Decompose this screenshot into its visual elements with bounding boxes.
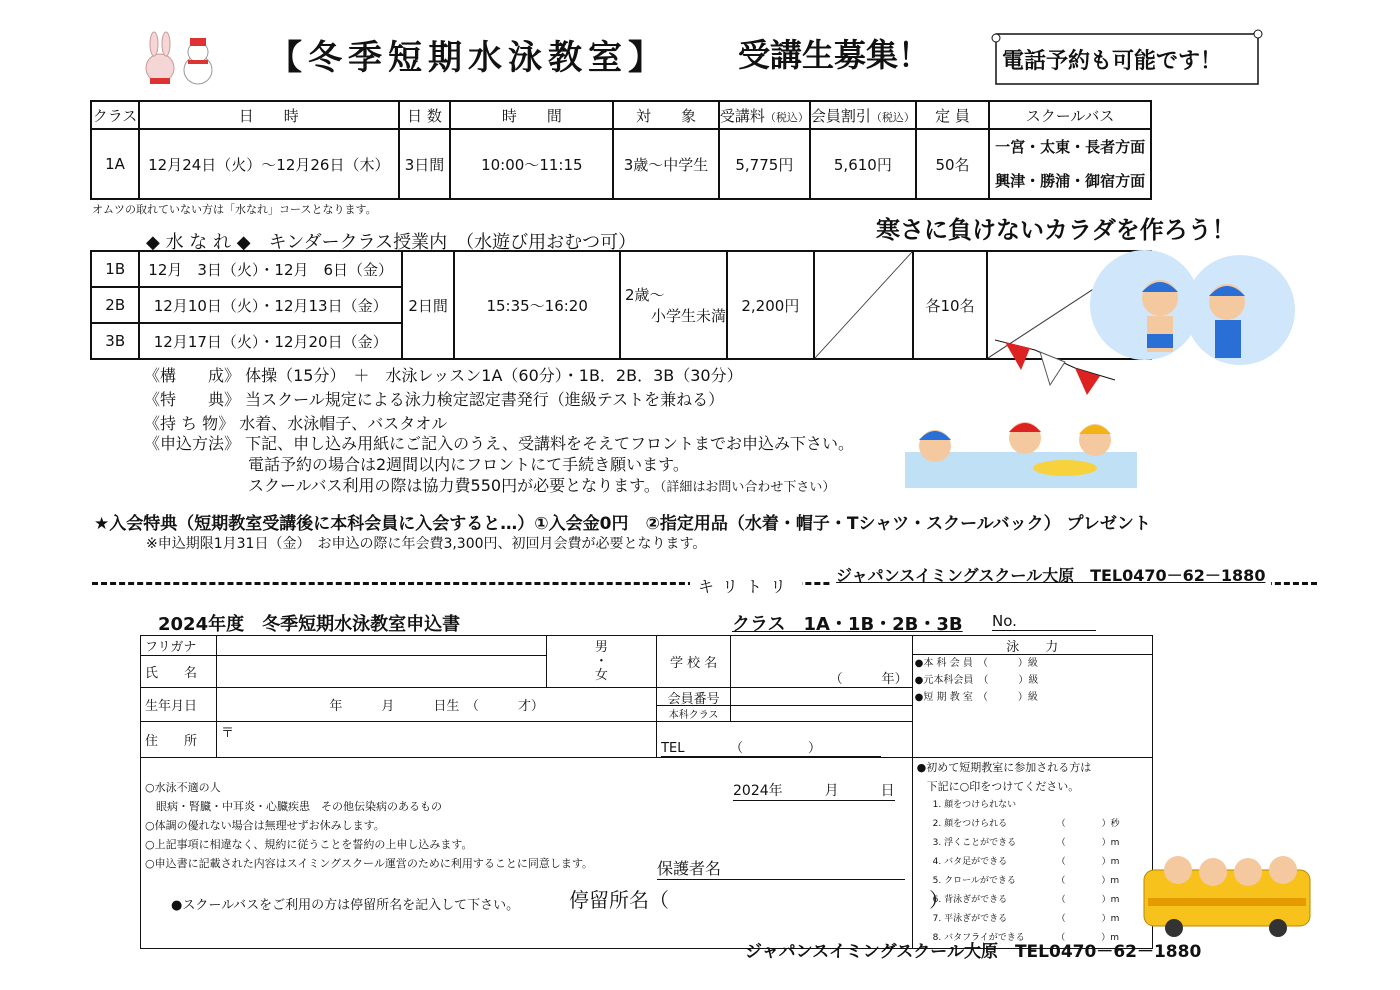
- course-table-mizunare: [90, 250, 1152, 360]
- school-name-label: 学 校 名: [657, 636, 731, 688]
- skill-list: [917, 796, 1148, 948]
- kids-pool-illustration: [905, 410, 1140, 490]
- first-time-panel: [912, 758, 1152, 949]
- furigana-field[interactable]: [217, 636, 547, 656]
- mz-target-line2: 小学生未満: [650, 307, 726, 325]
- row-class: 1A: [91, 129, 139, 199]
- mz-target-line1: 2歳～: [624, 286, 665, 304]
- course-table-1a: [90, 100, 1152, 200]
- row-dates: 12月24日（火）～12月26日（木）: [139, 129, 399, 199]
- tel-field[interactable]: [657, 722, 913, 758]
- furigana-label: フリガナ: [141, 636, 217, 656]
- application-date-field[interactable]: 2024年 月 日: [733, 780, 895, 801]
- kids-swimming-illustration: [995, 250, 1300, 400]
- mz-class-1b: 1B: [91, 251, 139, 287]
- detail-belongings: 《持 ち 物》 水着、水泳帽子、バスタオル: [144, 414, 448, 433]
- row-days: 3日間: [399, 129, 451, 199]
- bunny-snowman-illustration: [140, 30, 222, 90]
- mz-dates-2b: 12月10日（火）・12月13日（金）: [139, 287, 401, 323]
- mz-days: 2日間: [402, 251, 454, 359]
- header-fee: 受講料（税込）: [719, 101, 810, 129]
- level-current-member[interactable]: ●本 科 会 員 （ ）級: [914, 658, 1038, 669]
- school-bus-illustration: [1138, 848, 1313, 938]
- form-number-field[interactable]: No.: [992, 612, 1096, 631]
- bus-stop-note: ●スクールバスをご利用の方は停留所名を記入して下さい。: [171, 898, 520, 913]
- swim-level-panel: [912, 636, 1152, 758]
- row-bus-routes: [989, 129, 1151, 199]
- row-member-fee: 5,610円: [810, 129, 916, 199]
- address-label: 住 所: [141, 722, 217, 758]
- skill-5[interactable]: 5. クロールができる （ ）m: [932, 876, 1120, 886]
- member-number-text: 会員番号: [657, 688, 730, 706]
- header-member-fee: 会員割引（税込）: [810, 101, 916, 129]
- application-deadline: ※申込期限1月31日（金） お申込の際に年会費3,300円、初回月会費が必要となります。: [146, 536, 707, 552]
- level-former-member[interactable]: ●元本科会員 （ ）級: [914, 675, 1039, 686]
- form-title: 2024年度 冬季短期水泳教室申込書: [158, 614, 461, 635]
- notice-3: ○体調の優れない場合は無理せずお休みします。: [145, 819, 385, 832]
- mz-dates-3b: 12月17日（火）・12月20日（金）: [139, 323, 401, 359]
- mz-dates-1b: 12月 3日（火）・12月 6日（金）: [139, 251, 401, 287]
- header-class: クラス: [91, 101, 139, 129]
- mz-fee: 2,200円: [727, 251, 814, 359]
- name-field[interactable]: [217, 656, 547, 688]
- gender-field[interactable]: [546, 636, 657, 688]
- gender-female: 女: [594, 667, 608, 683]
- bus-stop-field[interactable]: 停留所名（ ）: [569, 888, 949, 912]
- skill-7[interactable]: 7. 平泳ぎができる （ ）m: [932, 914, 1120, 924]
- detail-phone-reservation: 電話予約の場合は2週間以内にフロントにて手続き願います。: [248, 455, 689, 474]
- membership-benefit: ★入会特典（短期教室受講後に本科会員に入会すると…）①入会金0円 ②指定用品（水着・帽子・Tシャツ・スクールバック） プレゼント: [94, 514, 1151, 534]
- first-time-line1: ●初めて短期教室に参加される方は: [916, 761, 1092, 774]
- first-time-line2: 下記に○印をつけてください。: [926, 780, 1080, 793]
- notices-panel: [141, 758, 949, 949]
- member-class-text: 本科クラス: [668, 710, 719, 721]
- mz-capacity: 各10名: [913, 251, 988, 359]
- diaper-note: オムツの取れていない方は「水なれ」コースとなります。: [92, 203, 377, 216]
- row-fee: 5,775円: [719, 129, 810, 199]
- header-time: 時 間: [450, 101, 613, 129]
- notices-list: [145, 778, 593, 873]
- guardian-name-field[interactable]: 保護者名: [657, 856, 905, 880]
- gender-male: 男: [594, 639, 608, 655]
- member-number-label: [657, 688, 731, 722]
- application-form: [140, 635, 1153, 949]
- notice-2: 眼病・腎臓・中耳炎・心臓疾患 その他伝染病のあるもの: [145, 800, 442, 813]
- detail-composition: 《構 成》 体操（15分） ＋ 水泳レッスン1A（60分）・1B．2B．3B（30分）: [144, 366, 743, 385]
- bus-route-1: 一宮・太東・長者方面: [995, 138, 1146, 156]
- skill-3[interactable]: 3. 浮くことができる （ ）m: [932, 838, 1120, 848]
- row-target: 3歳～中学生: [613, 129, 719, 199]
- header-datetime: 日 時: [139, 101, 399, 129]
- mz-class-2b: 2B: [91, 287, 139, 323]
- mz-time: 15:35～16:20: [454, 251, 620, 359]
- footer-school-contact: ジャパンスイミングスクール大原 TEL0470－62－1880: [745, 942, 1202, 962]
- skill-4[interactable]: 4. バタ足ができる （ ）m: [932, 857, 1120, 867]
- header-target: 対 象: [613, 101, 719, 129]
- bus-route-2: 興津・勝浦・御宿方面: [995, 172, 1146, 190]
- address-field[interactable]: 〒: [217, 722, 657, 758]
- cut-label: キリトリ: [690, 574, 802, 597]
- notice-4: ○上記事項に相違なく、規約に従うことを誓約の上申し込みます。: [145, 838, 473, 851]
- skill-8[interactable]: 8. バタフライができる （ ）m: [932, 933, 1120, 943]
- header-capacity: 定 員: [916, 101, 989, 129]
- mz-target: [620, 251, 727, 359]
- row-time: 10:00～11:15: [450, 129, 613, 199]
- header-days: 日 数: [399, 101, 451, 129]
- mizunare-heading: ◆ 水 な れ ◆ キンダークラス授業内 （水遊び用おむつ可）: [146, 232, 637, 253]
- gender-separator: ・: [594, 653, 608, 669]
- level-short-course[interactable]: ●短 期 教 室 （ ）級: [914, 692, 1038, 703]
- slogan: 寒さに負けないカラダを作ろう！: [876, 216, 1236, 244]
- name-label: 氏 名: [141, 656, 217, 688]
- notice-5: ○申込書に記載された内容はスイミングスクール運営のために利用することに同意します。: [145, 857, 593, 870]
- tel-text: TEL （ ）: [661, 737, 881, 757]
- phone-reservation-text: 電話予約も可能です！: [1002, 49, 1223, 74]
- dob-field[interactable]: 年 月 日生 （ 才）: [217, 688, 657, 722]
- dob-label: 生年月日: [141, 688, 217, 722]
- phone-reservation-banner: [990, 28, 1265, 90]
- school-name-field[interactable]: （ 年）: [731, 636, 913, 688]
- form-class-options: クラス 1A・1B・2B・3B: [732, 614, 963, 635]
- page-title: 【冬季短期水泳教室】: [268, 38, 668, 78]
- member-number-field[interactable]: [731, 688, 913, 722]
- notice-1: ○水泳不適の人: [145, 781, 221, 794]
- skill-1[interactable]: 1. 顔をつけられない: [932, 800, 1017, 810]
- swim-level-title: 泳 力: [913, 636, 1152, 655]
- mz-class-3b: 3B: [91, 323, 139, 359]
- detail-apply-method: 《申込方法》 下記、申し込み用紙にご記入のうえ、受講料をそえてフロントまでお申込み下さい。: [144, 434, 855, 453]
- detail-benefit: 《特 典》 当スクール規定による泳力検定認定書発行（進級テストを兼ねる）: [144, 390, 725, 409]
- cut-school-contact: ジャパンスイミングスクール大原 TEL0470－62－1880: [830, 563, 1271, 586]
- detail-bus-fee: スクールバス利用の際は協力費550円が必要となります。（詳細はお問い合わせ下さい）: [248, 476, 836, 495]
- skill-6[interactable]: 6. 背泳ぎができる （ ）m: [932, 895, 1120, 905]
- skill-2[interactable]: 2. 顔をつけられる （ ）秒: [932, 819, 1120, 829]
- page-title-suffix: 受講生募集！: [738, 36, 931, 74]
- header-school-bus: スクールバス: [989, 101, 1151, 129]
- mz-member-fee-na: [814, 251, 913, 359]
- row-capacity: 50名: [916, 129, 989, 199]
